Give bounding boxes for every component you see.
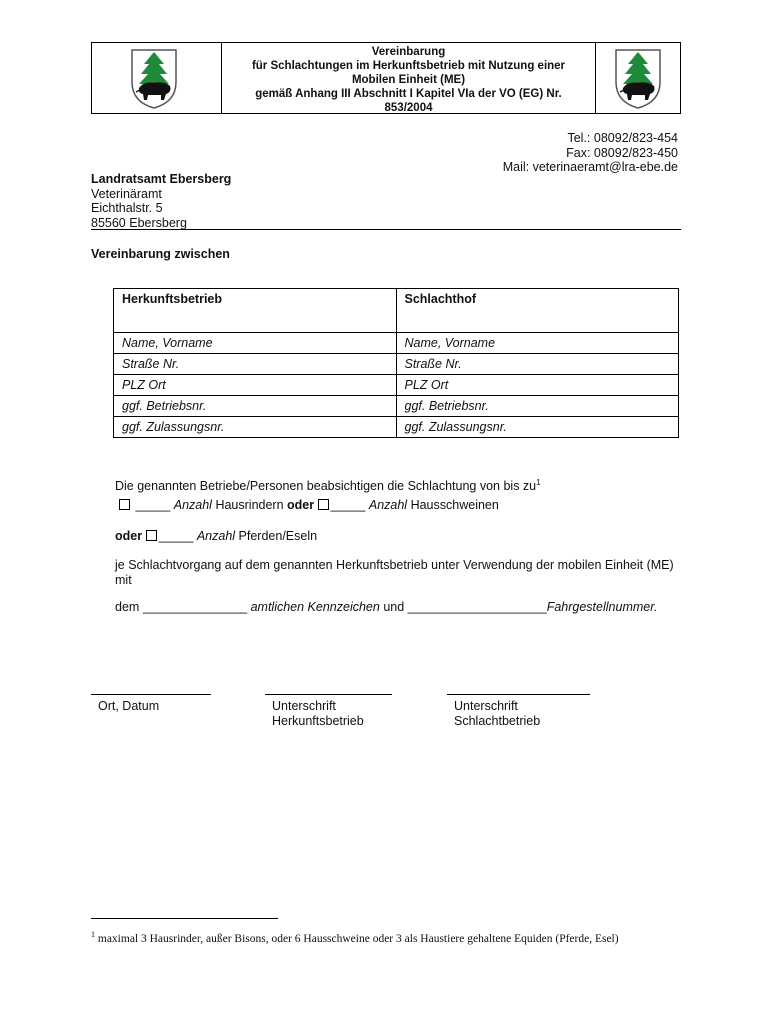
- table-row: [114, 396, 679, 417]
- header-right-cell: [595, 43, 680, 113]
- footnote-ref: 1: [536, 478, 541, 487]
- agreement-between-heading: Vereinbarung zwischen: [91, 247, 230, 261]
- table-cell[interactable]: Name, Vorname: [396, 333, 679, 354]
- header-table: [91, 42, 681, 114]
- signature-line-slaughter[interactable]: [447, 694, 590, 695]
- coat-of-arms-icon: [614, 48, 662, 110]
- address-divider: [91, 229, 681, 230]
- footnote: $^1$ maximal 3 Hausrinder, außer Bisons, oder 6 Hausschweine oder 3 als Haustiere gehaltene Equiden (Pferde, Esel): [91, 930, 619, 945]
- table-cell[interactable]: ggf. Zulassungsnr.: [114, 417, 397, 438]
- blank-license-plate[interactable]: _______________: [142, 600, 248, 614]
- table-cell[interactable]: PLZ Ort: [396, 375, 679, 396]
- origin-signature-label: Unterschrift Herkunftsbetrieb: [272, 699, 364, 728]
- table-header-row: [114, 289, 679, 333]
- cattle-pig-line: _____ Anzahl Hausrindern oder _____ Anzahl Hausschweinen: [119, 498, 499, 513]
- table-row: [114, 354, 679, 375]
- coat-of-arms-icon: [130, 48, 178, 110]
- checkbox-cattle[interactable]: [119, 499, 130, 510]
- table-cell[interactable]: Straße Nr.: [396, 354, 679, 375]
- table-cell[interactable]: PLZ Ort: [114, 375, 397, 396]
- office-name: Landratsamt Ebersberg: [91, 172, 232, 186]
- office-address: [91, 172, 231, 230]
- place-date-label: Ort, Datum: [98, 699, 160, 713]
- footnote-divider: [91, 918, 278, 919]
- table-row: [114, 333, 679, 354]
- office-street: Eichthalstr. 5: [91, 201, 163, 215]
- slaughter-signature-label: Unterschrift Schlachtbetrieb: [454, 699, 541, 728]
- blank-pig-count[interactable]: _____: [330, 498, 366, 512]
- blank-chassis-number[interactable]: ____________________: [407, 600, 547, 614]
- column-header-origin: Herkunftsbetrieb: [114, 289, 397, 333]
- office-city: 85560 Ebersberg: [91, 215, 187, 230]
- table-cell[interactable]: ggf. Betriebsnr.: [396, 396, 679, 417]
- vehicle-line: dem _______________ amtlichen Kennzeichen und ____________________Fahrgestellnummer.: [115, 600, 658, 614]
- contact-block: [503, 131, 678, 175]
- checkbox-horses[interactable]: [146, 530, 157, 541]
- agreement-title: Vereinbarung für Schlachtungen im Herkunftsbetrieb mit Nutzung einer Mobilen Einheit (ME) gemäß Anhang III Abschnitt I Kapitel VIa der VO (EG) Nr. 853/2004: [251, 46, 566, 114]
- office-dept: Veterinäramt: [91, 186, 162, 201]
- table-row: [114, 375, 679, 396]
- blank-cattle-count[interactable]: _____: [135, 498, 171, 512]
- table-cell[interactable]: Straße Nr.: [114, 354, 397, 375]
- signature-line-place-date[interactable]: [91, 694, 211, 695]
- table-cell[interactable]: Name, Vorname: [114, 333, 397, 354]
- intro-paragraph: Die genannten Betriebe/Personen beabsichtigen die Schlachtung von bis $zu^1$: [115, 478, 541, 494]
- fax-number: Fax: 08092/823-450: [566, 145, 678, 160]
- table-row: [114, 417, 679, 438]
- signature-line-origin[interactable]: [265, 694, 392, 695]
- header-left-cell: [92, 43, 222, 113]
- email-address: Mail: veterinaeramt@lra-ebe.de: [502, 160, 678, 174]
- parties-table: [113, 288, 679, 438]
- table-cell[interactable]: ggf. Betriebsnr.: [114, 396, 397, 417]
- horse-line: oder _____ Anzahl Pferden/Eseln: [115, 529, 318, 543]
- phone-number: Tel.: 08092/823-454: [567, 131, 678, 145]
- column-header-slaughterhouse: Schlachthof: [396, 289, 679, 333]
- slaughter-process-paragraph: je Schlachtvorgang auf dem genannten Herkunftsbetrieb unter Verwendung der mobilen Einheit (ME) mit: [115, 558, 674, 587]
- blank-horse-count[interactable]: _____: [158, 529, 194, 543]
- checkbox-pigs[interactable]: [318, 499, 329, 510]
- table-cell[interactable]: ggf. Zulassungsnr.: [396, 417, 679, 438]
